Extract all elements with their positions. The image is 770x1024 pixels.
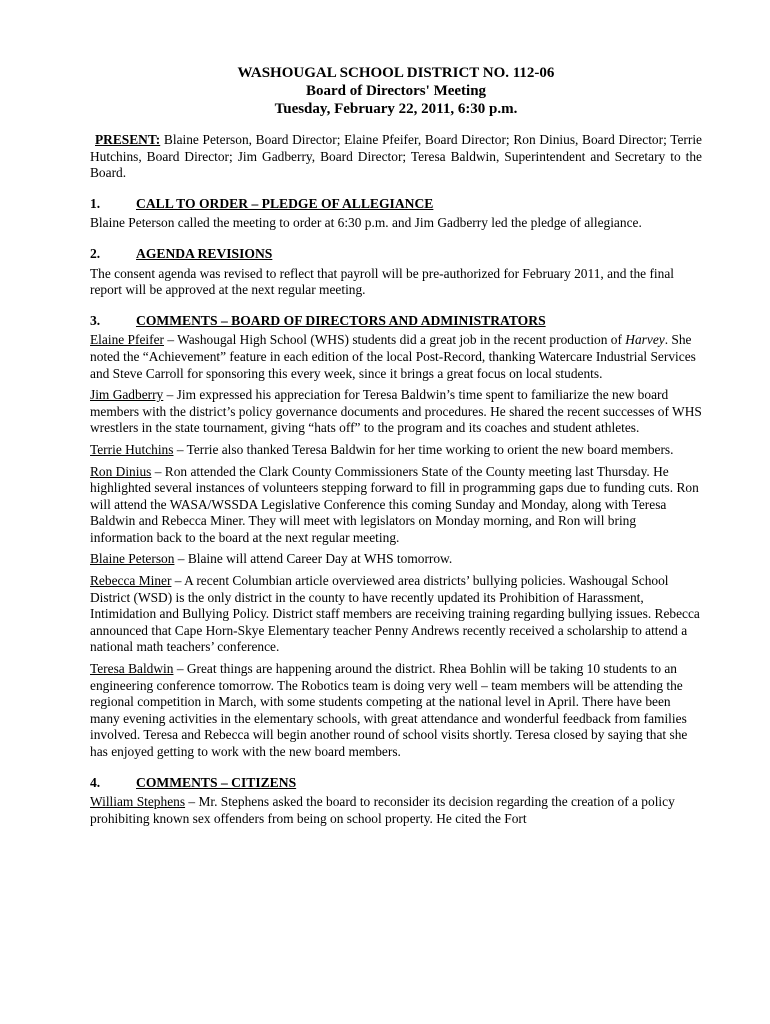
present-label: PRESENT: <box>95 132 161 147</box>
meeting-date: Tuesday, February 22, 2011, 6:30 p.m. <box>274 101 518 117</box>
speaker-name: Teresa Baldwin <box>90 661 174 677</box>
section-heading <box>90 313 702 330</box>
comment-entry <box>90 464 702 547</box>
comment-text: – Terrie also thanked Teresa Baldwin for her time working to orient the new board members. <box>173 441 674 457</box>
comment-text: – Great things are happening around the district. Rhea Bohlin will be taking 10 students to an engineering conference tomorrow. The Robotics team is doing very well – team members will be attending the regional competition in March, with some students competing at the national level in April. There have been many evening activities in the elementary schools, with great attendance and wonderful feedback from families involved. Teresa and Rebecca will begin another round of school visits shortly. Teresa closed by saying that she has enjoyed getting to work with the new board members. <box>90 661 688 759</box>
section-heading <box>90 196 702 213</box>
comment-text: – Blaine will attend Career Day at WHS tomorrow. <box>174 551 453 567</box>
comment-entry <box>90 387 702 437</box>
present-paragraph <box>90 132 702 182</box>
section-number: 3. <box>90 312 101 328</box>
section-title: COMMENTS – CITIZENS <box>136 774 297 790</box>
present-text: Blaine Peterson, Board Director; Elaine Pfeifer, Board Director; Ron Dinius, Board Director; Terrie Hutchins, Board Director; Jim Gadberry, Board Director; Teresa Baldwin, Superintendent and Secretary to the Board. <box>90 132 702 181</box>
section-title: CALL TO ORDER – PLEDGE OF ALLEGIANCE <box>136 195 434 211</box>
section-number: 1. <box>90 195 101 211</box>
speaker-name: Terrie Hutchins <box>90 441 174 457</box>
play-title: Harvey <box>625 332 665 348</box>
speaker-name: Elaine Pfeifer <box>90 332 164 348</box>
section-number: 2. <box>90 245 101 261</box>
section-body: Blaine Peterson called the meeting to order at 6:30 p.m. and Jim Gadberry led the pledge of allegiance. <box>90 215 642 231</box>
section-number: 4. <box>90 774 101 790</box>
section-title: AGENDA REVISIONS <box>136 245 273 261</box>
section-heading <box>90 775 702 792</box>
comment-text: – Washougal High School (WHS) students did a great job in the recent production of <box>163 332 626 348</box>
comment-text: – Ron attended the Clark County Commissioners State of the County meeting last Thursday. He highlighted several instances of volunteers stepping forward to fill in programming gaps due to funding cuts. Ron will attend the WASA/WSSDA Legislative Conference this coming Sunday and Monday, along with Teresa Baldwin and Rebecca Miner. They will meet with legislators on Monday morning, and Ron will bring information back to the board at the next regular meeting. <box>90 463 699 545</box>
document-header <box>90 64 702 118</box>
section-heading <box>90 246 702 263</box>
comment-text: – Jim expressed his appreciation for Teresa Baldwin’s time spent to familiarize the new board members with the district’s policy governance documents and procedures. He shared the recent successes of WHS wrestlers in the state tournament, giving “hats off” to the program and its coaches and student athletes. <box>90 387 702 436</box>
comment-text: . She noted the “Achievement” feature in each edition of the local Post-Record, thanking Watercare Industrial Services and Steve Carroll for sponsoring this every week, since it brings a great focus on local students. <box>90 332 696 381</box>
speaker-name: William Stephens <box>90 794 186 810</box>
speaker-name: Blaine Peterson <box>90 551 175 567</box>
comment-entry <box>90 332 702 382</box>
comment-text: – Mr. Stephens asked the board to reconsider its decision regarding the creation of a policy prohibiting known sex offenders from being on school property. He cited the Fort <box>90 794 675 826</box>
meeting-title: Board of Directors' Meeting <box>305 83 487 99</box>
comment-entry <box>90 442 702 459</box>
comment-entry <box>90 551 702 568</box>
district-title: WASHOUGAL SCHOOL DISTRICT NO. 112-06 <box>237 65 555 81</box>
comment-text: – A recent Columbian article overviewed area districts’ bullying policies. Washougal School District (WSD) is the only district in the county to have recently updated its Prohibition of Harassment, Intimidation and Bullying Policy. District staff members are receiving training regarding bullying issues. Rebecca announced that Cape Horn-Skye Elementary teacher Penny Andrews recently received a scholarship to attend a national math teachers’ conference. <box>90 573 700 655</box>
document-page <box>90 64 702 832</box>
section-body: The consent agenda was revised to reflect that payroll will be pre-authorized for February 2011, and the final report will be approved at the next regular meeting. <box>90 265 675 298</box>
speaker-name: Jim Gadberry <box>90 387 164 403</box>
comment-entry <box>90 573 702 656</box>
comment-entry <box>90 794 702 827</box>
comment-entry <box>90 661 702 761</box>
section-title: COMMENTS – BOARD OF DIRECTORS AND ADMINISTRATORS <box>136 312 546 328</box>
speaker-name: Ron Dinius <box>90 463 152 479</box>
speaker-name: Rebecca Miner <box>90 573 172 589</box>
